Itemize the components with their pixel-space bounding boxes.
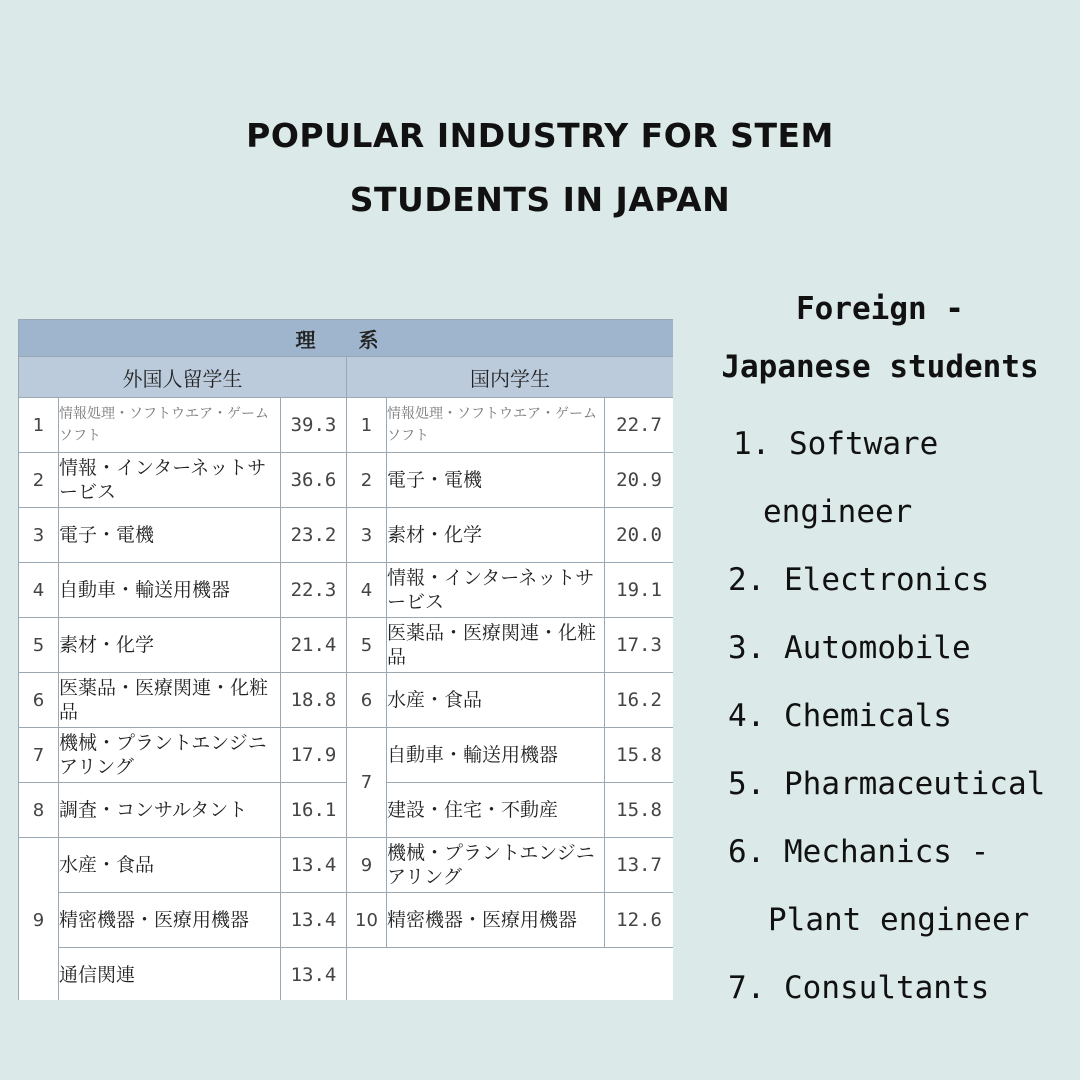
industry-cell: 精密機器・医療用機器 [59,893,281,948]
rank-cell: 2 [347,453,387,508]
list-item [700,954,1060,1022]
list-item [700,750,1060,818]
rank-cell: 2 [19,453,59,508]
rank-cell: 7 [347,728,387,838]
list-item [700,614,1060,682]
industry-cell: 情報処理・ソフトウエア・ゲームソフト [387,398,605,453]
table-row [19,618,674,673]
rank-cell: 9 [19,838,59,1001]
value-cell: 22.3 [281,563,347,618]
rank-cell: 3 [19,508,59,563]
column-header-foreign-students: 外国人留学生 [19,357,347,398]
industry-cell: 調査・コンサルタント [59,783,281,838]
industry-cell: 通信関連 [59,948,281,1001]
industry-cell: 水産・食品 [387,673,605,728]
industry-cell: 情報処理・ソフトウエア・ゲームソフト [59,398,281,453]
list-number: 2. [728,562,766,598]
industry-cell: 精密機器・医療用機器 [387,893,605,948]
ranking-table-image [18,319,673,1000]
value-cell: 22.7 [605,398,674,453]
value-cell: 20.9 [605,453,674,508]
table-header-science: 理 系 [19,320,674,357]
value-cell: 12.6 [605,893,674,948]
rank-cell: 4 [19,563,59,618]
list-number: 3. [728,630,766,666]
list-number: 1. [733,426,771,462]
industry-list [700,410,1060,1022]
table-row [19,673,674,728]
list-text: Chemicals [784,698,952,734]
column-header-domestic-students: 国内学生 [347,357,674,398]
industry-cell: 水産・食品 [59,838,281,893]
table-row [19,398,674,453]
industry-cell: 自動車・輸送用機器 [59,563,281,618]
list-number: 6. [728,834,766,870]
value-cell: 18.8 [281,673,347,728]
list-number: 5. [728,766,766,802]
value-cell: 21.4 [281,618,347,673]
rank-cell: 6 [347,673,387,728]
rank-cell: 6 [19,673,59,728]
list-number: 7. [728,970,766,1006]
list-item [700,546,1060,614]
list-number: 4. [728,698,766,734]
value-cell: 13.4 [281,948,347,1001]
industry-cell: 自動車・輸送用機器 [387,728,605,783]
rank-cell: 5 [19,618,59,673]
table-row [19,783,674,838]
industry-cell: 機械・プラントエンジニアリング [59,728,281,783]
table-row [19,453,674,508]
industry-cell: 医薬品・医療関連・化粧品 [59,673,281,728]
table-row [19,728,674,783]
list-text-continued: Plant engineer [768,902,1030,938]
ranking-table [18,319,673,1000]
page-title [0,104,1080,232]
list-text: Mechanics - [784,834,990,870]
table-row [19,838,674,893]
title-line-1: POPULAR INDUSTRY FOR STEM [246,116,834,155]
list-item [700,682,1060,750]
title-line-2: STUDENTS IN JAPAN [349,180,731,219]
table-row [19,508,674,563]
value-cell: 13.7 [605,838,674,893]
industry-cell: 建設・住宅・不動産 [387,783,605,838]
value-cell: 17.9 [281,728,347,783]
summary-heading [700,280,1060,396]
value-cell: 13.4 [281,838,347,893]
value-cell: 19.1 [605,563,674,618]
rank-cell: 1 [347,398,387,453]
value-cell: 39.3 [281,398,347,453]
list-text: Software [789,426,939,462]
value-cell: 16.2 [605,673,674,728]
industry-cell: 電子・電機 [387,453,605,508]
industry-cell: 機械・プラントエンジニアリング [387,838,605,893]
rank-cell: 3 [347,508,387,563]
rank-cell: 7 [19,728,59,783]
rank-cell: 5 [347,618,387,673]
value-cell: 15.8 [605,783,674,838]
list-item [700,410,1060,546]
list-text: Electronics [784,562,990,598]
rank-cell: 4 [347,563,387,618]
summary-panel [700,280,1060,1022]
value-cell: 20.0 [605,508,674,563]
list-text: Pharmaceutical [784,766,1046,802]
rank-cell: 10 [347,893,387,948]
empty-cell [347,948,674,1001]
list-text: Automobile [784,630,971,666]
rank-cell: 8 [19,783,59,838]
industry-cell: 情報・インターネットサービス [59,453,281,508]
industry-cell: 医薬品・医療関連・化粧品 [387,618,605,673]
list-text: Consultants [784,970,990,1006]
industry-cell: 素材・化学 [387,508,605,563]
industry-cell: 情報・インターネットサービス [387,563,605,618]
value-cell: 17.3 [605,618,674,673]
list-item [700,818,1060,954]
value-cell: 13.4 [281,893,347,948]
table-row [19,948,674,1001]
value-cell: 16.1 [281,783,347,838]
value-cell: 23.2 [281,508,347,563]
rank-cell: 9 [347,838,387,893]
summary-heading-line-2: Japanese students [721,349,1039,385]
table-row [19,893,674,948]
summary-heading-line-1: Foreign - [796,291,964,327]
rank-cell: 1 [19,398,59,453]
value-cell: 36.6 [281,453,347,508]
industry-cell: 電子・電機 [59,508,281,563]
value-cell: 15.8 [605,728,674,783]
table-row [19,563,674,618]
list-text-continued: engineer [763,494,913,530]
industry-cell: 素材・化学 [59,618,281,673]
